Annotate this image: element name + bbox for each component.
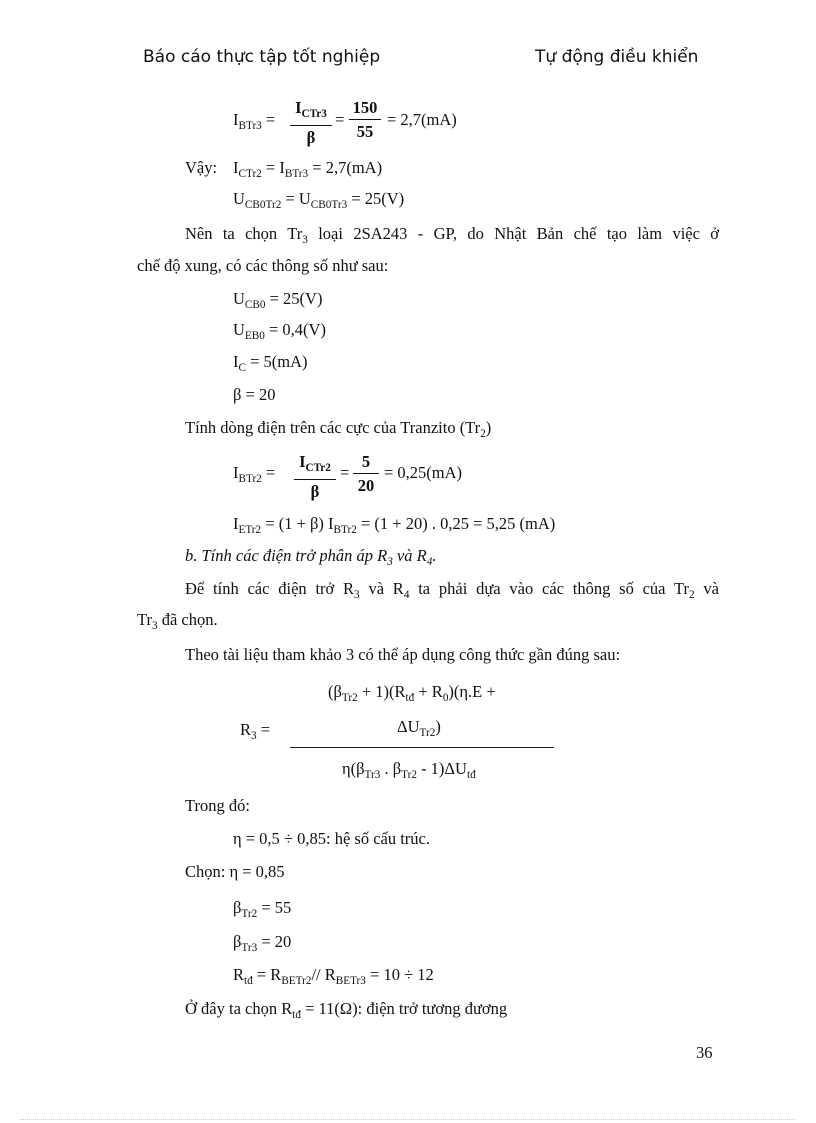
eq2-eq: = — [265, 463, 276, 482]
param-beta: β = 20 — [233, 385, 276, 404]
trong-do-label: Trong đó: — [185, 796, 250, 815]
beta-tr2: $\beta_{Tr2} = 55$ — [233, 898, 292, 920]
page-bottom-divider — [20, 1119, 796, 1120]
eq2-num: I — [299, 452, 306, 471]
eq1-eq: = — [265, 110, 276, 129]
eq1-den: β — [306, 127, 316, 147]
paragraph-3-line1: Để tính các điện trở $R_3$ và $R_4$ ta phải dựa vào các thông số của $Tr_2$ và — [185, 579, 719, 601]
header-right: Tự động điều khiển — [535, 47, 699, 67]
last-line: Ở đây ta chọn $R_{tđ} = 11(\Omega)$: điện trở tương đương — [185, 999, 508, 1021]
paragraph-1-line2: chế độ xung, có các thông số như sau: — [137, 256, 389, 275]
eq1-lhs: I — [233, 110, 239, 129]
param-ucb0: $U_{CB0} = 25(V)$ — [233, 289, 323, 311]
param-ueb0: $U_{EB0} = 0,4(V)$ — [233, 320, 326, 342]
rtd-line: $R_{tđ} = R_{BETr2}//$ $R_{BETr3} = 10 \div 12$ — [233, 965, 434, 987]
eq2-frac2 — [353, 451, 379, 498]
paragraph-1-line1: Nên ta chọn $Tr_3$ loại 2SA243 - GP, do Nhật Bản chế tạo làm việc ở — [185, 224, 720, 246]
eq2-den: β — [310, 481, 320, 501]
eq2-frac1 — [294, 451, 336, 504]
paragraph-2: Tính dòng điện trên các cực của Tranzito $(Tr_2)$ — [185, 418, 492, 440]
eq2-result: = 0,25(mA) — [384, 463, 463, 482]
param-ic: $I_C = 5(mA)$ — [233, 352, 308, 374]
eq1-num-sub: CTr3 — [301, 107, 327, 120]
eq2-num2: 5 — [361, 452, 371, 471]
beta-tr3: $\beta_{Tr3} = 20$ — [233, 932, 292, 954]
eq1-lhs-sub: BTr3 — [238, 119, 262, 132]
vay-line2: $U_{CB0Tr2} = U_{CB0Tr3} = 25(V)$ — [233, 189, 405, 211]
eq2-lhs: I — [233, 463, 239, 482]
eq1-den2: 55 — [356, 122, 374, 141]
page-number: 36 — [696, 1043, 713, 1062]
r3-fraction-bar — [290, 747, 554, 748]
paragraph-3-line2: $Tr_3$ đã chọn. — [137, 610, 218, 632]
eq2-lhs-sub: BTr2 — [238, 472, 262, 485]
eta-range: η = 0,5 ÷ 0,85: hệ số cấu trúc. — [233, 829, 430, 848]
eq2-den2: 20 — [357, 476, 375, 495]
vay-label: Vậy: — [185, 158, 218, 177]
r3-denominator: $\eta(\beta_{Tr3}$ . $\beta_{Tr2} - 1)\Delta U_{tđ}$ — [342, 759, 476, 781]
eq1-result: = 2,7(mA) — [387, 110, 457, 129]
r3-lhs: $R_3$ = — [240, 720, 271, 742]
r3-numerator-line2: $\Delta U_{Tr2}$) — [397, 717, 441, 739]
eq1-num2: 150 — [352, 98, 378, 117]
section-b-heading: b. Tính các điện trở phân áp $R_3$ và $R_4$. — [185, 546, 437, 568]
eq1-num: I — [295, 98, 302, 117]
vay-line1: $I_{CTr2} = I_{BTr3} = 2,7(mA)$ — [233, 158, 383, 180]
chon-eta: Chọn: η = 0,85 — [185, 862, 285, 881]
equation-ietr2: $I_{ETr2} = (1 + \beta) I_{BTr2} = (1 + 20)$ . 0,25 = 5,25 (mA) — [233, 514, 556, 536]
eq1-frac1 — [290, 97, 332, 150]
eq1-frac2 — [349, 97, 381, 144]
header-left: Báo cáo thực tập tốt nghiệp — [143, 47, 381, 67]
eq2-num-sub: CTr2 — [305, 461, 331, 474]
r3-numerator-line1: $(\beta_{Tr2} + 1)(R_{tđ} + R_0)(\eta.E$ + — [328, 682, 496, 704]
paragraph-4: Theo tài liệu tham khảo 3 có thể áp dụng công thức gần đúng sau: — [185, 645, 621, 664]
